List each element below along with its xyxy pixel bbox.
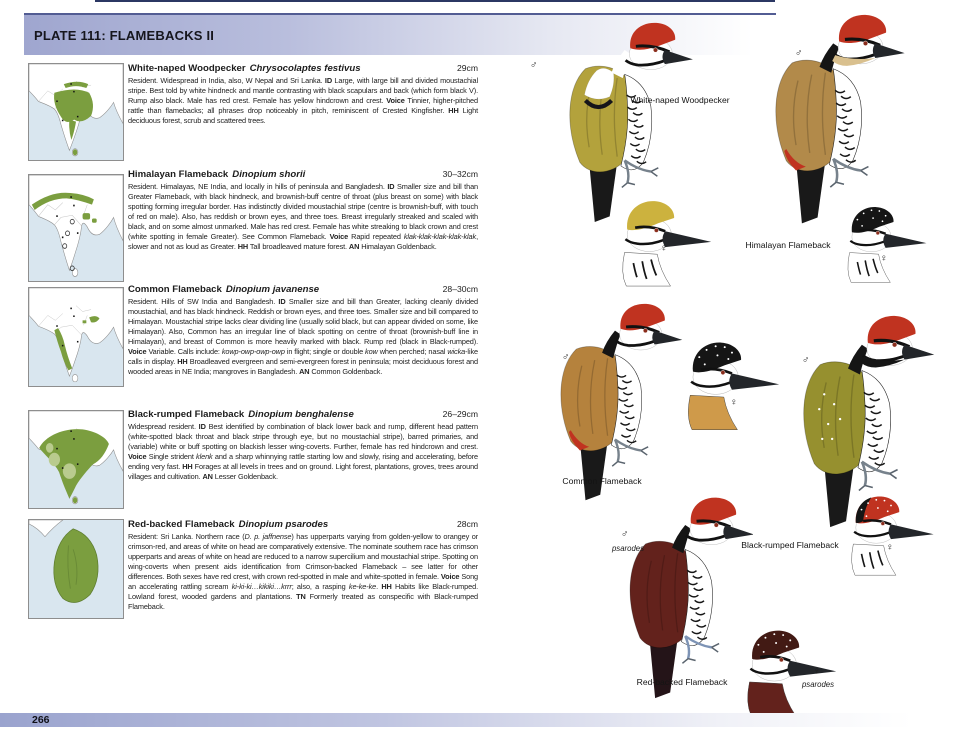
species-heading (128, 283, 478, 296)
size-label: 30–32cm (442, 169, 478, 179)
scientific-name: Dinopium psarodes (238, 519, 329, 530)
common-name: Common Flameback (128, 284, 222, 295)
sex-symbol-red-backed-male: ♂ (621, 529, 629, 540)
sex-symbol-red-backed-female: ♀ (813, 666, 821, 677)
sex-symbol-common-female: ♀ (730, 397, 738, 408)
common-name: Himalayan Flameback (128, 169, 229, 180)
figure-label-red-backed-flameback: Red-backed Flameback (636, 677, 728, 687)
race-label-red-backed-male: psarodes (611, 544, 645, 553)
common-name: Red-backed Flameback (128, 519, 235, 530)
account-text: Resident. Hills of SW India and Bangladesh. ID Smaller size and bill than Greater, lacking cleanly divided moustachial, and has black hindneck. Reddish or brown eyes, and three toes. Smaller size and bill compared to Himalayan. Moustachial stripe lacks clear dividing line (usually solid black, but can appear divided on some, like Himalayan). Also, Common has an irregular line of black spotting on centre of throat (brownish-buff line in Himalayan), and breast of Common is more heavily marked with black. Rump red (black in Black-rumped). Voice Variable. Calls include: kowp-owp-owp-owp in flight; single or double kow when perched; nasal wicka-like calls in display. HH Broadleaved evergreen and semi-evergreen forest in peninsula; moist deciduous forest and wooded areas in NE India; mangroves in Bangladesh. AN Common Goldenback. (128, 297, 478, 376)
account-text: Resident. Himalayas, NE India, and locally in hills of peninsula and Bangladesh. ID Smaller size and bill than Greater Flameback, with black hindneck, and brownish-buff centre of throat (plus breast on some) with black spotting forming irregular border. Has indistinctly divided moustachial stripe (centre is brownish-buff, with touch of red on male). Also, has reddish or brown eyes, and three toes. Breast irregularly streaked and scaled with black, and on some almost unmarked. Male has red crest. Female has white streaking to black crown and crest (white spotting in female Greater). See Common Flameback. Voice Rapid repeated klak-klak-klak-klak-klak, slower and not as loud as Greater. HH Tall broadleaved mature forest. AN Himalayan Goldenback. (128, 182, 478, 251)
range-map-white-naped-woodpecker (28, 63, 124, 161)
figure-label-white-naped-woodpecker: White-naped Woodpecker (630, 95, 730, 105)
size-label: 28cm (456, 519, 478, 529)
footer-bar (0, 713, 960, 727)
figure-label-black-rumped-flameback: Black-rumped Flameback (741, 540, 839, 550)
species-heading (128, 518, 478, 531)
species-account-himalayan-flameback (128, 168, 478, 252)
range-map-red-backed-flameback (28, 519, 124, 619)
species-heading (128, 168, 478, 181)
common-name: White-naped Woodpecker (128, 63, 246, 74)
account-text: Resident. Widespread in India, also, W Nepal and Sri Lanka. ID Large, with large bill and divided moustachial stripe. Best told by white hindneck and mantle contrasting with black scapulars and back (which form black V). Rump also black. Male has red crest. Female has yellow hindcrown and crest. Voice Tinnier, higher-pitched rattle than flamebacks; all phrases drop noticeably in pitch, reminiscent of Crested Kingfisher. HH Light deciduous forest, scrub and scattered trees. (128, 76, 478, 125)
sex-symbol-black-rumped-male: ♂ (802, 355, 810, 366)
size-label: 29cm (456, 63, 478, 73)
account-text: Widespread resident. ID Best identified by combination of black lower back and rump, different head pattern (white-spotted black throat and black stripe through eye, but no moustachial stripe), barred primaries, and (variable) white or buff spotting on blackish lesser wing-coverts. Further, female has red hindcrown and crest. Voice Single strident klenk and a sharp whinnying rattle starting low and slowly, rising and accelerating, before ending very fast. HH Forages at all levels in trees and on ground. Light forest, plantations, groves, trees around villages and cultivation. AN Lesser Goldenback. (128, 422, 478, 481)
page-number: 266 (32, 714, 50, 726)
scientific-name: Dinopium shorii (232, 169, 306, 180)
scientific-name: Dinopium javanense (225, 284, 320, 295)
race-label-red-backed-female: psarodes (801, 680, 835, 689)
range-map-black-rumped-flameback (28, 410, 124, 509)
sex-symbol-common-male: ♂ (562, 352, 570, 363)
sex-symbol-black-rumped-female: ♀ (886, 542, 894, 553)
species-account-red-backed-flameback (128, 518, 478, 612)
sex-symbol-white-naped-male: ♂ (530, 60, 538, 71)
species-heading (128, 408, 478, 421)
illustration-black-rumped-flameback-female-head (828, 490, 936, 576)
species-heading (128, 62, 478, 75)
range-map-common-flameback (28, 287, 124, 387)
common-name: Black-rumped Flameback (128, 409, 245, 420)
account-text: Resident: Sri Lanka. Northern race (D. p. jaffnense) has upperparts varying from golden-yellow to orangey or crimson-red, and areas of white on head are comparatively extensive. The nominate southern race has crimson upperparts and areas of white on head are reduced to a narrow supercilium and moustachial stripe. Spotting on wing-coverts when present aids identification from Crimson-backed Flameback – see latter for other differences. Both sexes have red crest, with crown red-spotted in male and white-spotted in female. Voice Song an accelerating rattling scream ki-ki-ki…kikiki…krrr; also, a rasping ke-ke-ke. HH Habits like Black-rumped. Lowland forest, wooded gardens and plantations. TN Formerly treated as conspecific with Black-rumped Flameback. (128, 532, 479, 611)
illustration-white-naped-woodpecker-female-head (598, 188, 713, 293)
species-account-black-rumped-flameback (128, 408, 478, 482)
sex-symbol-white-naped-female: ♀ (660, 243, 668, 254)
page-top-rule (95, 0, 775, 2)
range-map-himalayan-flameback (28, 174, 124, 282)
scientific-name: Chrysocolaptes festivus (249, 63, 361, 74)
size-label: 28–30cm (442, 284, 478, 294)
figure-label-himalayan-flameback: Himalayan Flameback (745, 240, 831, 250)
figure-label-common-flameback: Common Flameback (562, 476, 642, 486)
size-label: 26–29cm (442, 409, 478, 419)
species-account-common-flameback (128, 283, 478, 377)
scientific-name: Dinopium benghalense (248, 409, 354, 420)
sex-symbol-himalayan-male: ♂ (795, 48, 803, 59)
illustration-himalayan-flameback-female-head (826, 192, 928, 292)
illustration-red-backed-flameback-female-head (723, 616, 838, 724)
plate-title: PLATE 111: FLAMEBACKS II (34, 27, 215, 43)
species-account-white-naped-woodpecker (128, 62, 478, 126)
sex-symbol-himalayan-female: ♀ (880, 253, 888, 264)
